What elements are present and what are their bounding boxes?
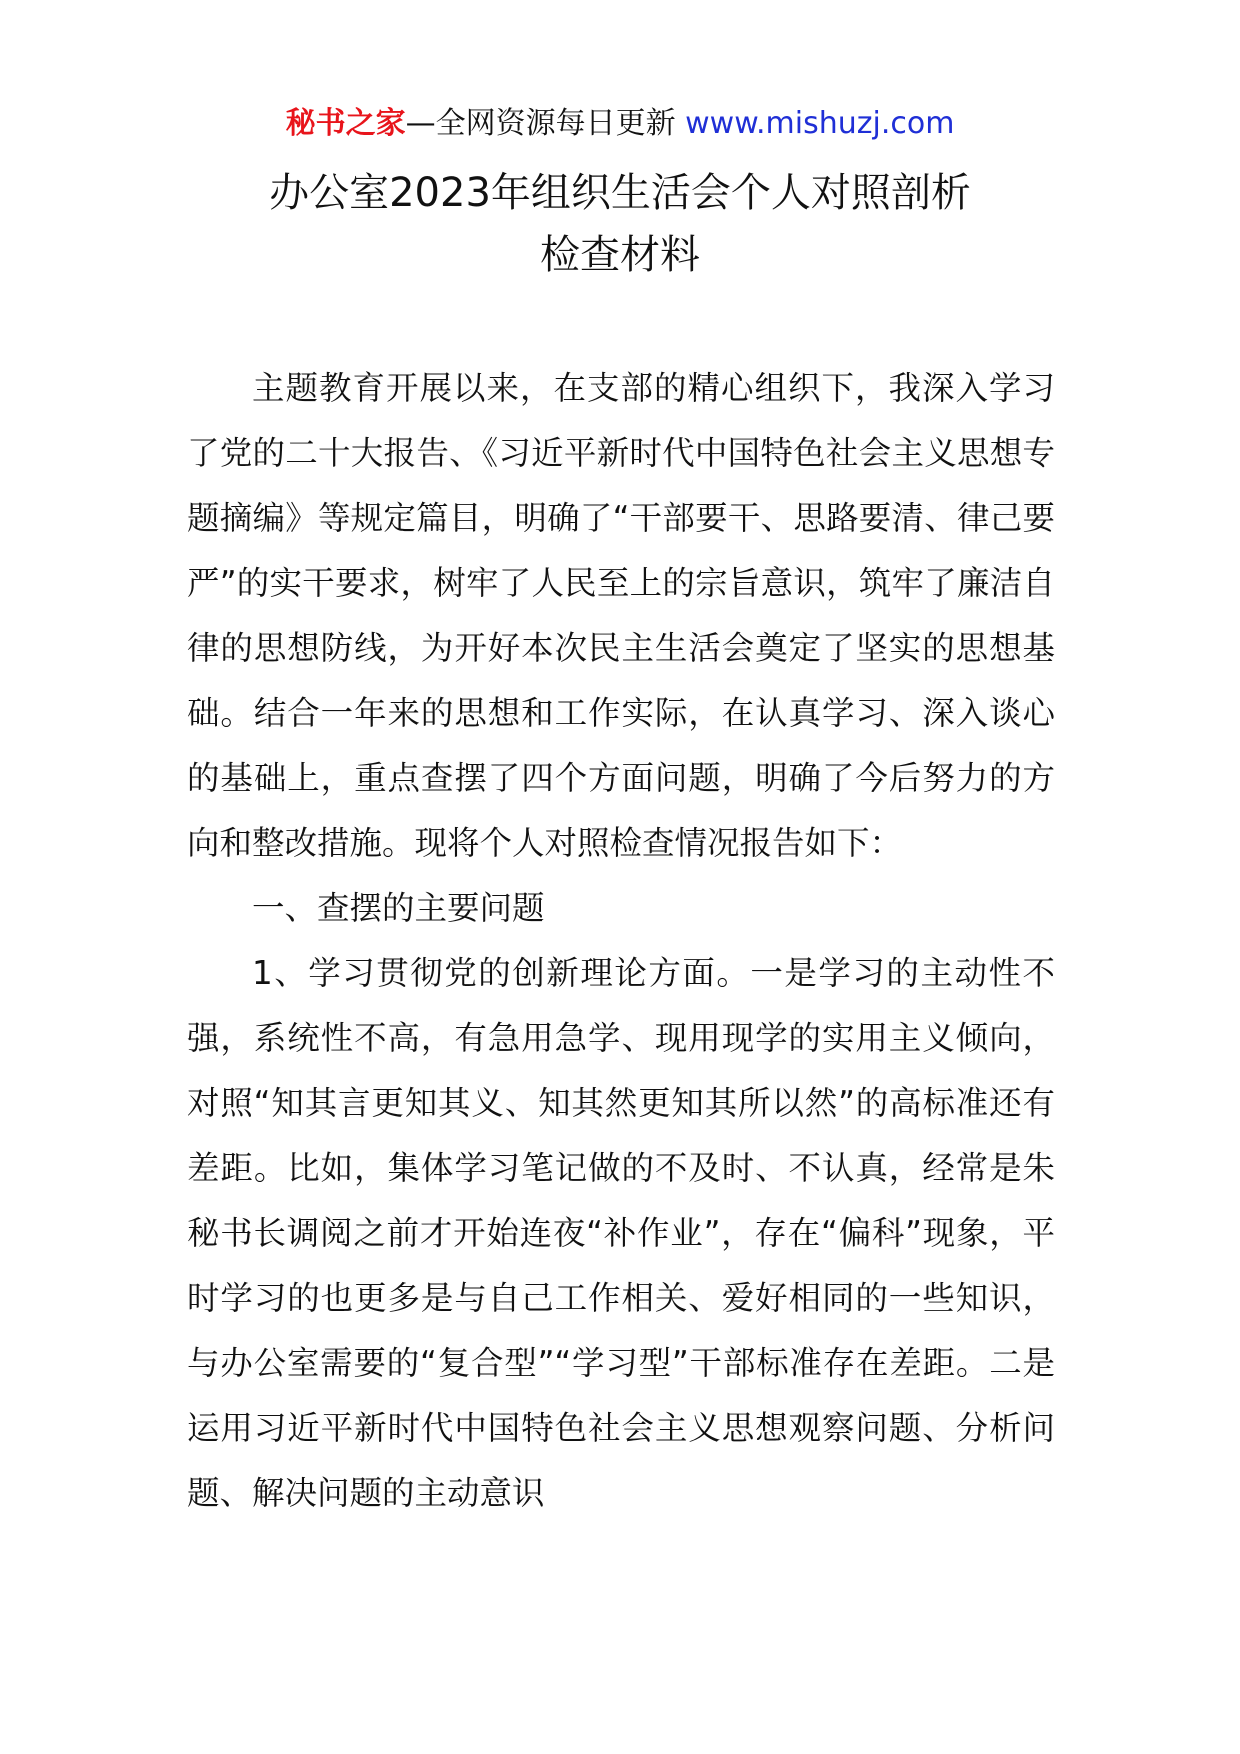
site-banner xyxy=(0,98,1240,150)
section-heading: 一、查摆的主要问题 xyxy=(252,889,545,927)
site-url-link[interactable]: www.mishuzj.com xyxy=(685,106,955,141)
body-paragraph: 1、学习贯彻党的创新理论方面。一是学习的主动性不强，系统性不高，有急用急学、现用现学的实用主义倾向，对照“知其言更知其义、知其然更知其所以然”的高标准还有差距。比如，集体学习笔记做的不及时、不认真，经常是朱秘书长调阅之前才开始连夜“补作业”，存在“偏科”现象，平时学习的也更多是与自己工作相关、爱好相同的一些知识，与办公室需要的“复合型”“学习型”干部标准存在差距。二是运用习近平新时代中国特色社会主义思想观察问题、分析问题、解决问题的主动意识 xyxy=(187,954,1055,1512)
title-line-2: 检查材料 xyxy=(540,232,700,278)
intro-paragraph: 主题教育开展以来，在支部的精心组织下，我深入学习了党的二十大报告、《习近平新时代中国特色社会主义思想专题摘编》等规定篇目，明确了“干部要干、思路要清、律己要严”的实干要求，树牢了人民至上的宗旨意识，筑牢了廉洁自律的思想防线，为开好本次民主生活会奠定了坚实的思想基础。结合一年来的思想和工作实际，在认真学习、深入谈心的基础上，重点查摆了四个方面问题，明确了今后努力的方向和整改措施。现将个人对照检查情况报告如下： xyxy=(187,369,1055,862)
brand-name: 秘书之家 xyxy=(285,106,406,141)
document-title xyxy=(0,162,1240,286)
title-line-1: 办公室2023年组织生活会个人对照剖析 xyxy=(269,170,971,216)
document-body xyxy=(187,356,1055,1526)
banner-slogan: —全网资源每日更新 xyxy=(405,106,676,141)
